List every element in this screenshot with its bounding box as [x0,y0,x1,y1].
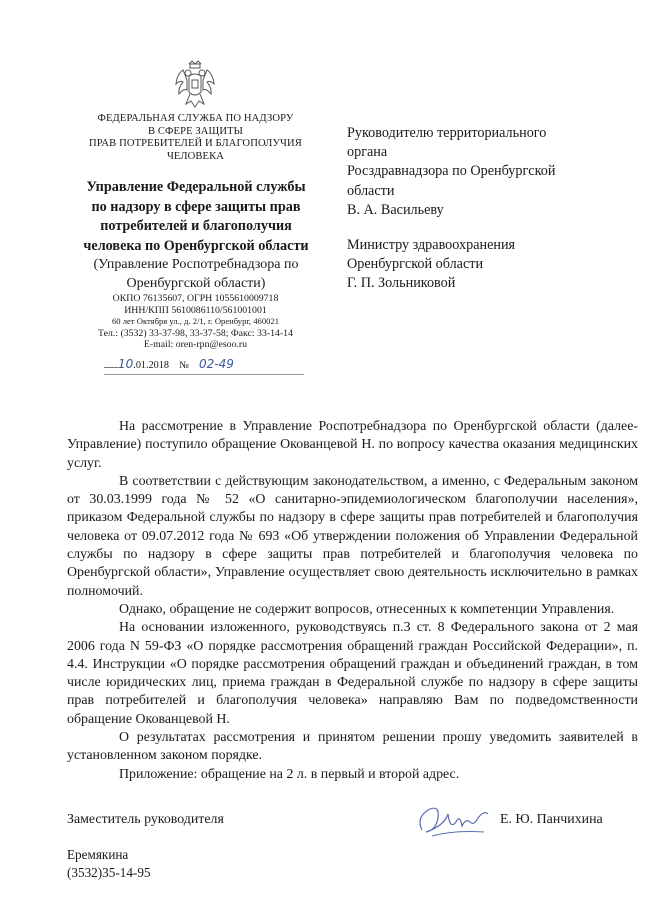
dept-short-line: Оренбургской области) [126,275,266,291]
executor-info [67,846,151,882]
org-line: В СФЕРЕ ЗАЩИТЫ [147,125,244,137]
email: E-mail: oren-rpn@esoo.ru [143,339,248,351]
executor-phone: (3532)35-14-95 [67,865,151,880]
department-name [70,178,322,256]
signatory-title: Заместитель руководителя [67,812,224,827]
phone-fax: Тел.: (3532) 33-37-98, 33-37-58; Факс: 33-14-14 [98,327,293,339]
org-line: ФЕДЕРАЛЬНАЯ СЛУЖБА ПО НАДЗОРУ [97,113,294,124]
inn-kpp: ИНН/КПП 5610086110/561001001 [124,304,267,316]
federal-service-name [78,113,313,163]
body-paragraph: На рассмотрение в Управление Роспотребнадзора по Оренбургской области (далее-Управление) поступило обращение Окованцевой Н. по вопросу качества оказания медицинских услуг. [67,419,638,471]
double-headed-eagle-emblem-icon [173,60,217,110]
recipient-2 [347,236,607,294]
signatory-name: Е. Ю. Панчихина [500,812,603,827]
body-paragraph: О результатах рассмотрения и принятом решении прошу уведомить заявителей в установленном законом порядке. [67,730,638,764]
header-divider [104,374,304,375]
recipient-line: Г. П. Зольниковой [347,275,456,292]
outgoing-day: 10 [118,357,134,371]
postal-address: 60 лет Октября ул., д. 2/1, г. Оренбург, 460021 [111,316,280,327]
dept-short-line: (Управление Роспотребнадзора по [93,257,299,272]
outgoing-month-year: .01.2018 [133,360,169,371]
outgoing-reg-number: 02-49 [199,357,234,371]
outgoing-number [104,357,314,371]
org-line: ПРАВ ПОТРЕБИТЕЛЕЙ И БЛАГОПОЛУЧИЯ [89,138,302,150]
executor-name: Еремякина [67,847,129,862]
recipient-line: Оренбургской области [347,256,484,273]
dept-line: Управление Федеральной службы [86,179,306,195]
okpo-ogrn: ОКПО 76135607, ОГРН 1055610009718 [112,293,279,304]
recipient-line: Руководителю территориального [347,125,547,141]
recipient-line: В. А. Васильеву [347,201,444,218]
body-paragraph: В соответствии с действующим законодательством, а именно, с Федеральным законом от 30.03.1999 года № 52 «О санитарно-эпидемиологическом благополучии населения», приказом Федеральной службы по надзору в сфере защиты прав потребителей и благополучия человека от 09.07.2012 года № 693 «Об утверждении положения об Управлении Федеральной службы по надзору в сфере защиты прав потребителей и благополучия человека по Оренбургской области», Управление осуществляет свою деятельность исключительно в рамках полномочий. [67,473,638,599]
dept-line: по надзору в сфере защиты прав [91,198,301,215]
org-line: ЧЕЛОВЕКА [166,150,225,162]
body-paragraph: Однако, обращение не содержит вопросов, отнесенных к компетенции Управления. [119,601,615,617]
department-short-name [70,256,322,293]
dept-line: человека по Оренбургской области [83,237,309,254]
recipient-1 [347,124,607,220]
sender-codes [78,293,313,351]
recipient-line: области [347,182,395,199]
recipient-line: органа [347,144,388,161]
recipient-line: Росздравнадзора по Оренбургской [347,163,556,180]
body-paragraph: Приложение: обращение на 2 л. в первый и второй адрес. [119,766,460,782]
dept-line: потребителей и благополучия [100,218,292,234]
number-label: № [179,360,189,371]
letter-body [67,418,638,784]
handwritten-signature-icon [414,800,492,842]
body-paragraph: На основании изложенного, руководствуясь п.3 ст. 8 Федерального закона от 2 мая 2006 года N 59-ФЗ «О порядке рассмотрения обращений граждан Российской Федерации», п. 4.4. Инструкции «О порядке рассмотрения обращений граждан и объединений граждан, в том числе юридических лиц, приема граждан в Федеральной службе по надзору в сфере защиты прав потребителей и благополучия человека» направляю Вам по подведомственности обращение Окованцевой Н. [67,620,638,727]
recipient-line: Министру здравоохранения [347,237,516,253]
